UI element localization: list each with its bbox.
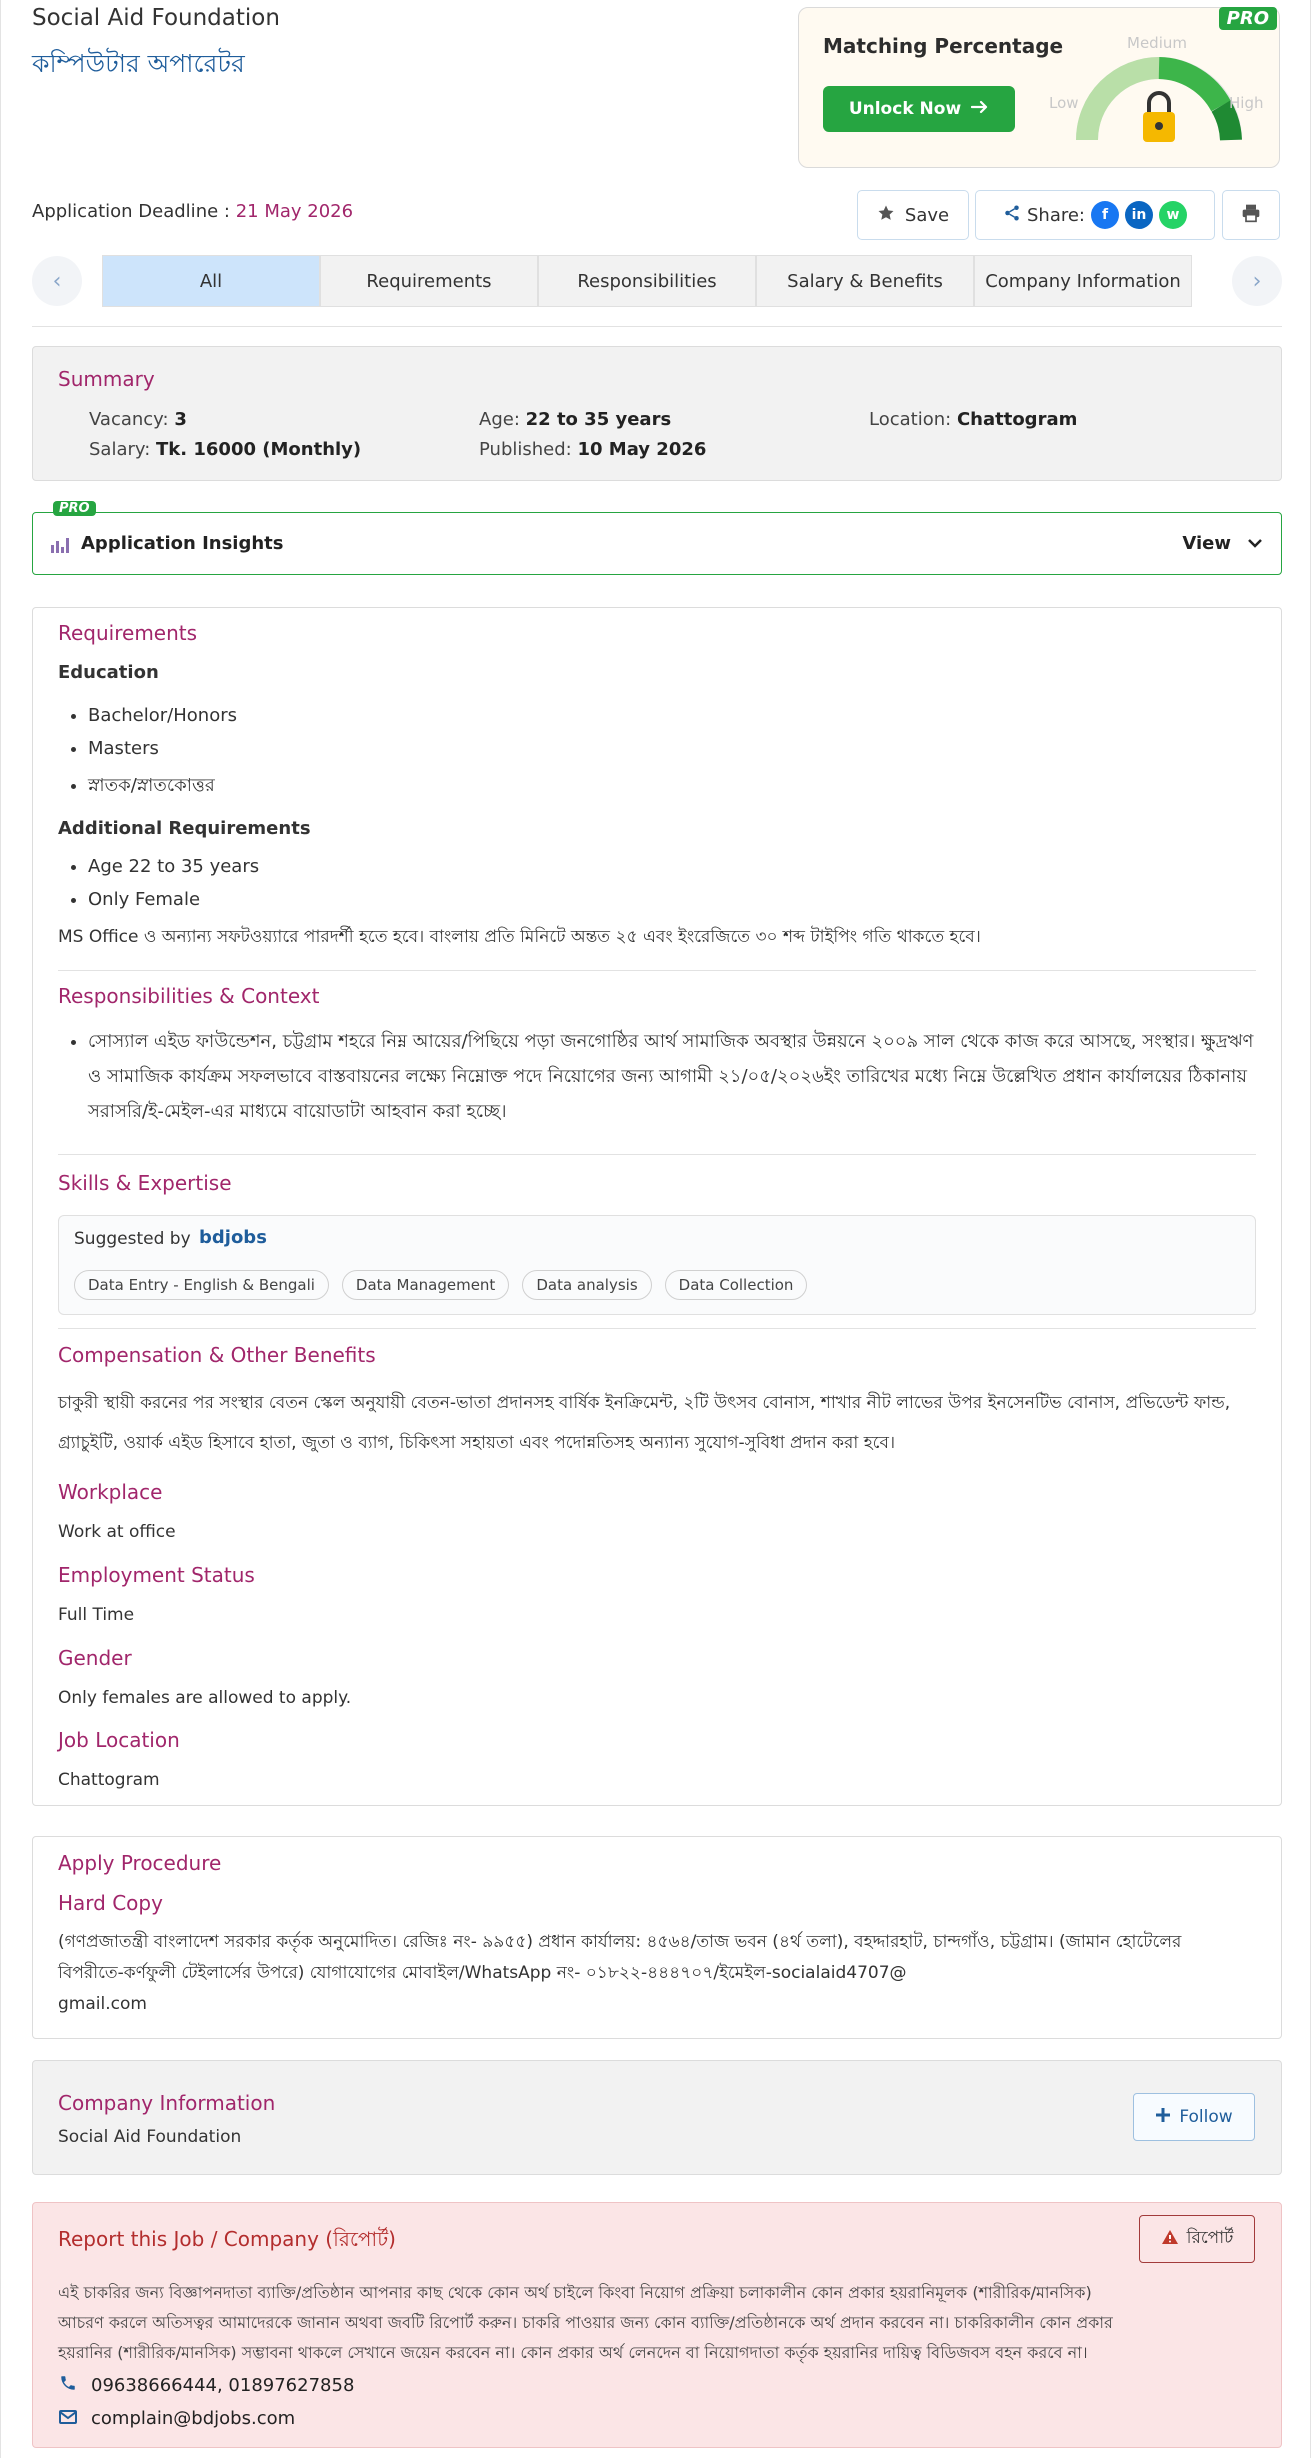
summary-age: Age: 22 to 35 years	[479, 409, 672, 430]
gauge-medium-label: Medium	[1127, 34, 1187, 52]
share-icon	[1003, 204, 1021, 227]
tab-requirements[interactable]: Requirements	[320, 255, 538, 307]
job-location-value: Chattogram	[58, 1770, 160, 1790]
unlock-label: Unlock Now	[848, 99, 962, 119]
job-title: কম্পিউটার অপারেটর	[32, 49, 245, 78]
summary-vacancy: Vacancy: 3	[89, 409, 187, 430]
list-item: • Masters	[88, 738, 237, 759]
report-line: হয়রানির (শারীরিক/মানসিক) সম্ভাবনা থাকলে সেখানে জয়েন করবেন না। কোন প্রকার অর্থ লেনদেন বা নিয়োগদাতা কর্তৃক হয়রানির দায়িত্ব বিডিজবস বহন করবে না।	[58, 2343, 1088, 2362]
insights-view-label: View	[1182, 533, 1231, 554]
apply-line-2: বিপরীতে-কর্ণফুলী টেইলার্সের উপরে) যোগাযোগের মোবাইল/WhatsApp নং- ০১৮২২-৪৪৪৭০৭/ইমেইল-socialaid4707@	[58, 1963, 907, 1983]
skill-chip[interactable]: Data Entry - English & Bengali	[74, 1270, 329, 1300]
application-insights-bar[interactable]	[32, 501, 1282, 575]
divider	[58, 1328, 1256, 1329]
workplace-value: Work at office	[58, 1522, 176, 1542]
tab-salary-benefits[interactable]: Salary & Benefits	[756, 255, 974, 307]
deadline-date: 21 May 2026	[235, 201, 354, 222]
suggested-skills-box	[58, 1215, 1256, 1315]
pro-badge: PRO	[1219, 7, 1277, 30]
save-button[interactable]	[857, 190, 969, 240]
company-information-title: Company Information	[58, 2091, 276, 2115]
report-label: রিপোর্ট	[1186, 2228, 1234, 2248]
company-information-name: Social Aid Foundation	[58, 2127, 242, 2147]
facebook-icon[interactable]: f	[1091, 201, 1119, 229]
summary-card	[32, 346, 1282, 481]
report-line: আচরণ করলে অতিসত্বর আমাদেরকে জানান অথবা জবটি রিপোর্ট করুন। চাকরি পাওয়ার জন্য কোন ব্যাক্তি/প্রতিষ্ঠানকে অর্থ প্রদান করবেন না। চাকরিকালীন কোন প্রকার	[58, 2313, 1113, 2332]
divider	[32, 326, 1282, 327]
share-bar	[975, 190, 1215, 240]
company-information-card	[32, 2060, 1282, 2175]
matching-gauge	[1049, 30, 1269, 150]
apply-procedure-card	[32, 1836, 1282, 2039]
report-card	[32, 2202, 1282, 2448]
tabs-next-button[interactable]	[1232, 256, 1282, 306]
linkedin-icon[interactable]: in	[1125, 201, 1153, 229]
suggested-by-label: Suggested by	[74, 1229, 191, 1249]
skill-chip[interactable]: Data Collection	[665, 1270, 808, 1300]
summary-salary: Salary: Tk. 16000 (Monthly)	[89, 439, 362, 460]
report-button[interactable]	[1139, 2215, 1255, 2263]
skills-title: Skills & Expertise	[58, 1171, 232, 1195]
email-address[interactable]: complain@bdjobs.com	[91, 2408, 296, 2429]
pro-badge: PRO	[53, 501, 96, 516]
list-item: • স্নাতক/স্নাতকোত্তর	[88, 771, 237, 802]
responsibilities-title: Responsibilities & Context	[58, 984, 320, 1008]
education-list	[58, 705, 237, 814]
plus-icon	[1155, 2107, 1171, 2128]
additional-requirements-title: Additional Requirements	[58, 818, 311, 839]
job-details-card	[32, 607, 1282, 1806]
list-item: • Age 22 to 35 years	[88, 856, 259, 877]
compensation-text: চাকুরী স্থায়ী করনের পর সংস্থার বেতন স্কেল অনুযায়ী বেতন-ভাতা প্রদানসহ বার্ষিক ইনক্রিমেন্ট, ২টি উৎসব বোনাস, শাখার নীট লাভের উপর ইনসেনটিভ বোনাস, প্রভিডেন্ট ফান্ড, গ্র্যাচুইটি, ওয়ার্ক এইড হিসাবে হাতা, জুতা ও ব্যাগ, চিকিৎসা সহায়তা এবং পদোন্নতিসহ অন্যান্য সুযোগ-সুবিধা প্রদান করা হবে।	[58, 1393, 1231, 1453]
matching-title: Matching Percentage	[823, 34, 1064, 58]
report-line: এই চাকরির জন্য বিজ্ঞাপনদাতা ব্যাক্তি/প্রতিষ্ঠান আপনার কাছ থেকে কোন অর্থ চাইলে কিংবা নিয়োগ প্রক্রিয়া চলাকালীন কোন প্রকার হয়রানিমূলক (শারীরিক/মানসিক)	[58, 2283, 1092, 2302]
skill-chip[interactable]: Data Management	[342, 1270, 509, 1300]
skill-chip[interactable]: Data analysis	[522, 1270, 651, 1300]
report-title: Report this Job / Company (রিপোর্ট)	[58, 2227, 396, 2251]
workplace-title: Workplace	[58, 1480, 163, 1504]
report-phone	[59, 2374, 354, 2397]
list-item: • সোস্যাল এইড ফাউন্ডেশন, চট্টগ্রাম শহরে নিম্ন আয়ের/পিছিয়ে পড়া জনগোষ্ঠির আর্থ সামাজিক অবস্থার উন্নয়নে ২০০৯ সাল থেকে কাজ করে আসছে, সংস্থার। ক্ষুদ্রঋণ ও সামাজিক কার্যক্রম সফলভাবে বাস্তবায়নের লক্ষ্যে নিম্নোক্ত পদে নিয়োগের জন্য আগামী ২১/০৫/২০২৬ইং তারিখের মধ্যে নিম্নে উল্লেখিত প্রধান কার্যালয়ের ঠিকানায় সরাসরি/ই-মেইল-এর মাধ্যমে বায়োডাটা আহবান করা হচ্ছে।	[88, 1024, 1258, 1129]
additional-requirements-list	[58, 856, 259, 922]
list-item: • Bachelor/Honors	[88, 705, 237, 726]
follow-button[interactable]	[1133, 2093, 1255, 2141]
follow-label: Follow	[1179, 2107, 1233, 2127]
report-text	[58, 2278, 1113, 2368]
apply-procedure-title: Apply Procedure	[58, 1851, 222, 1875]
insights-title: Application Insights	[81, 533, 284, 554]
hard-copy-title: Hard Copy	[58, 1891, 163, 1915]
summary-published: Published: 10 May 2026	[479, 439, 707, 460]
summary-title: Summary	[58, 367, 155, 391]
requirements-title: Requirements	[58, 621, 198, 645]
gauge-low-label: Low	[1049, 94, 1079, 112]
unlock-now-button[interactable]	[823, 86, 1015, 132]
compensation-title: Compensation & Other Benefits	[58, 1343, 376, 1367]
bdjobs-logo: bdjobs	[199, 1227, 267, 1248]
share-label: Share:	[1026, 204, 1085, 226]
application-deadline	[32, 201, 353, 222]
employment-status-title: Employment Status	[58, 1563, 255, 1587]
divider	[58, 1154, 1256, 1155]
phone-icon	[59, 2374, 77, 2397]
print-button[interactable]	[1222, 190, 1280, 240]
whatsapp-icon[interactable]: w	[1159, 201, 1187, 229]
tabs-prev-button[interactable]	[32, 256, 82, 306]
gender-title: Gender	[58, 1646, 132, 1670]
chevron-right-icon: ›	[1252, 268, 1262, 294]
tab-all[interactable]: All	[102, 255, 320, 307]
matching-percentage-card	[798, 7, 1280, 168]
tab-company-information[interactable]: Company Information	[974, 255, 1192, 307]
phone-numbers[interactable]: 09638666444, 01897627858	[91, 2375, 355, 2396]
tab-responsibilities[interactable]: Responsibilities	[538, 255, 756, 307]
apply-line-3: gmail.com	[58, 1994, 147, 2014]
warning-icon	[1161, 2229, 1179, 2250]
requirements-note: MS Office ও অন্যান্য সফটওয়্যারে পারদর্শী হতে হবে। বাংলায় প্রতি মিনিটে অন্তত ২৫ এবং ইংরেজিতে ৩০ শব্দ টাইপিং গতি থাকতে হবে।	[58, 927, 981, 947]
section-tabs	[32, 252, 1282, 310]
list-item: • Only Female	[88, 889, 259, 910]
gender-value: Only females are allowed to apply.	[58, 1688, 352, 1708]
summary-location: Location: Chattogram	[869, 409, 1078, 430]
gauge-high-label: High	[1229, 94, 1264, 112]
tab-list	[102, 255, 1212, 307]
report-email	[59, 2408, 295, 2429]
education-title: Education	[58, 662, 159, 683]
deadline-label: Application Deadline :	[32, 201, 230, 222]
skill-chips	[74, 1270, 820, 1300]
responsibilities-list	[58, 1024, 1258, 1141]
company-name[interactable]: Social Aid Foundation	[32, 5, 280, 31]
star-icon	[877, 204, 895, 227]
chevron-left-icon: ‹	[52, 268, 62, 294]
mail-icon	[59, 2408, 77, 2429]
chevron-down-icon	[1245, 533, 1265, 558]
employment-status-value: Full Time	[58, 1605, 135, 1625]
divider	[58, 970, 1256, 971]
save-label: Save	[904, 204, 950, 226]
printer-icon	[1241, 203, 1261, 228]
arrow-right-icon	[971, 99, 989, 119]
apply-line-1: (গণপ্রজাতন্ত্রী বাংলাদেশ সরকার কর্তৃক অনুমোদিত। রেজিঃ নং- ৯৯৫৫) প্রধান কার্যালয়: ৪৫৬৪/তাজ ভবন (৪র্থ তলা), বহদ্দারহাট, চান্দগাঁও, চট্টগ্রাম। (জামান হোটেলের	[58, 1932, 1182, 1952]
job-location-title: Job Location	[58, 1728, 180, 1752]
bar-chart-icon	[49, 533, 71, 560]
